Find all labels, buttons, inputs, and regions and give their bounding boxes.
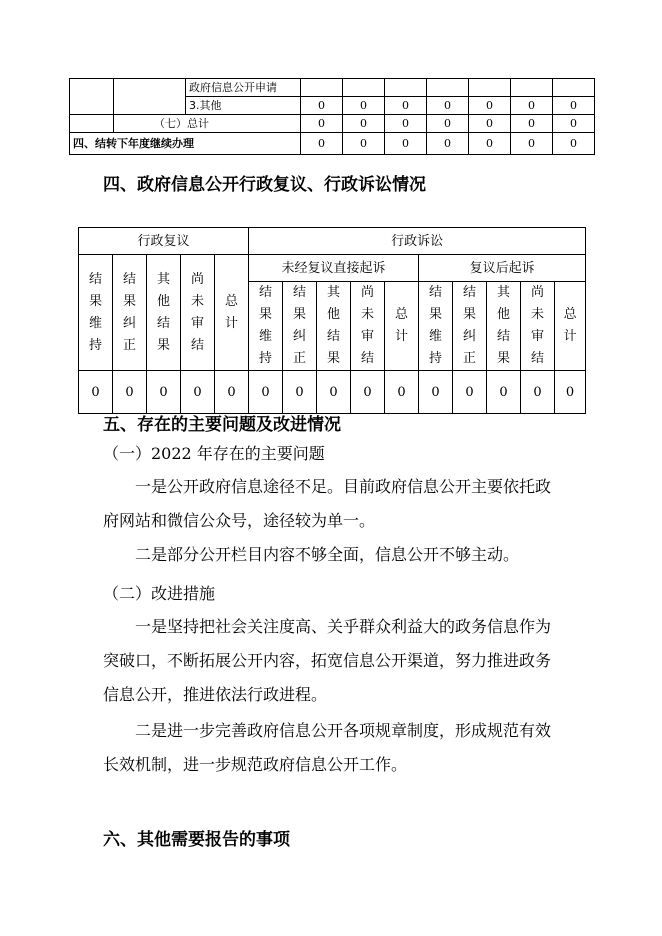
col-header: 结果纠正: [283, 282, 317, 371]
table-cell: [343, 79, 385, 97]
value-cell: 0: [385, 97, 427, 115]
value-cell: 0: [283, 371, 317, 414]
value-cell: 0: [317, 371, 351, 414]
value-cell: 0: [553, 115, 595, 133]
table-cell: [114, 79, 186, 115]
table-cell: [301, 79, 343, 97]
col-header: 结果纠正: [113, 255, 147, 371]
row-label: 政府信息公开申请: [186, 79, 301, 97]
value-cell: 0: [427, 115, 469, 133]
col-header: 尚未审结: [521, 282, 555, 371]
section4-title: 四、政府信息公开行政复议、行政诉讼情况: [103, 175, 426, 195]
col-header: 尚未审结: [181, 255, 215, 371]
litigation-header: 行政诉讼: [249, 228, 586, 255]
value-cell: 0: [385, 371, 419, 414]
direct-header: 未经复议直接起诉: [249, 255, 419, 282]
col-header: 其他结果: [317, 282, 351, 371]
table-cell: [70, 115, 114, 133]
col-header: 尚未审结: [351, 282, 385, 371]
value-cell: 0: [385, 133, 427, 155]
col-header: 总计: [385, 282, 419, 371]
table-cell: [427, 79, 469, 97]
value-cell: 0: [453, 371, 487, 414]
value-cell: 0: [385, 115, 427, 133]
table-cell: [553, 79, 595, 97]
review-litigation-table: [78, 227, 586, 414]
value-cell: 0: [343, 97, 385, 115]
value-cell: 0: [419, 371, 453, 414]
value-cell: 0: [521, 371, 555, 414]
value-cell: 0: [301, 115, 343, 133]
subheading-measures: （二）改进措施: [103, 584, 216, 603]
review-header: 行政复议: [79, 228, 249, 255]
value-cell: 0: [511, 133, 553, 155]
table-row: [70, 79, 595, 97]
section6-title: 六、其他需要报告的事项: [103, 830, 290, 850]
value-cell: 0: [301, 97, 343, 115]
col-header: 结果纠正: [453, 282, 487, 371]
row-label: 四、结转下年度继续办理: [70, 133, 301, 155]
value-cell: 0: [113, 371, 147, 414]
table-cell: [70, 79, 114, 115]
value-cell: 0: [147, 371, 181, 414]
subheading-problems: （一）2022 年存在的主要问题: [103, 444, 325, 463]
paragraph: 一是公开政府信息途径不足。目前政府信息公开主要依托政府网站和微信公众号，途径较为单一。: [103, 477, 552, 530]
value-cell: 0: [215, 371, 249, 414]
value-cell: 0: [351, 371, 385, 414]
paragraph: 二是部分公开栏目内容不够全面，信息公开不够主动。: [135, 545, 520, 564]
value-cell: 0: [427, 133, 469, 155]
col-header: 总计: [555, 282, 586, 371]
value-cell: 0: [249, 371, 283, 414]
value-cell: 0: [301, 133, 343, 155]
value-cell: 0: [553, 97, 595, 115]
col-header: 结果维持: [249, 282, 283, 371]
value-cell: 0: [511, 115, 553, 133]
col-header: 结果维持: [79, 255, 113, 371]
table-row: [70, 133, 595, 155]
row-label: （七）总计: [114, 115, 301, 133]
paragraph: 一是坚持把社会关注度高、关乎群众利益大的政务信息作为突破口，不断拓展公开内容，拓宽信息公开渠道，努力推进政务信息公开，推进依法行政进程。: [103, 617, 552, 704]
col-header: 总计: [215, 255, 249, 371]
table-row: [79, 255, 586, 282]
table-row: [79, 371, 586, 414]
table-cell: [511, 79, 553, 97]
value-cell: 0: [79, 371, 113, 414]
col-header: 其他结果: [147, 255, 181, 371]
table-row: [70, 115, 595, 133]
value-cell: 0: [511, 97, 553, 115]
value-cell: 0: [469, 133, 511, 155]
table-cell: [385, 79, 427, 97]
value-cell: 0: [181, 371, 215, 414]
value-cell: 0: [487, 371, 521, 414]
value-cell: 0: [427, 97, 469, 115]
value-cell: 0: [343, 133, 385, 155]
paragraph: 二是进一步完善政府信息公开各项规章制度，形成规范有效长效机制，进一步规范政府信息公开工作。: [103, 721, 552, 774]
value-cell: 0: [343, 115, 385, 133]
section5-title: 五、存在的主要问题及改进情况: [103, 415, 341, 435]
value-cell: 0: [553, 133, 595, 155]
col-header: 其他结果: [487, 282, 521, 371]
table-row: [79, 228, 586, 255]
table-cell: [469, 79, 511, 97]
disposal-table-fragment: [69, 78, 595, 155]
col-header: 结果维持: [419, 282, 453, 371]
value-cell: 0: [555, 371, 586, 414]
after-review-header: 复议后起诉: [419, 255, 586, 282]
row-label: 3.其他: [186, 97, 301, 115]
value-cell: 0: [469, 97, 511, 115]
value-cell: 0: [469, 115, 511, 133]
